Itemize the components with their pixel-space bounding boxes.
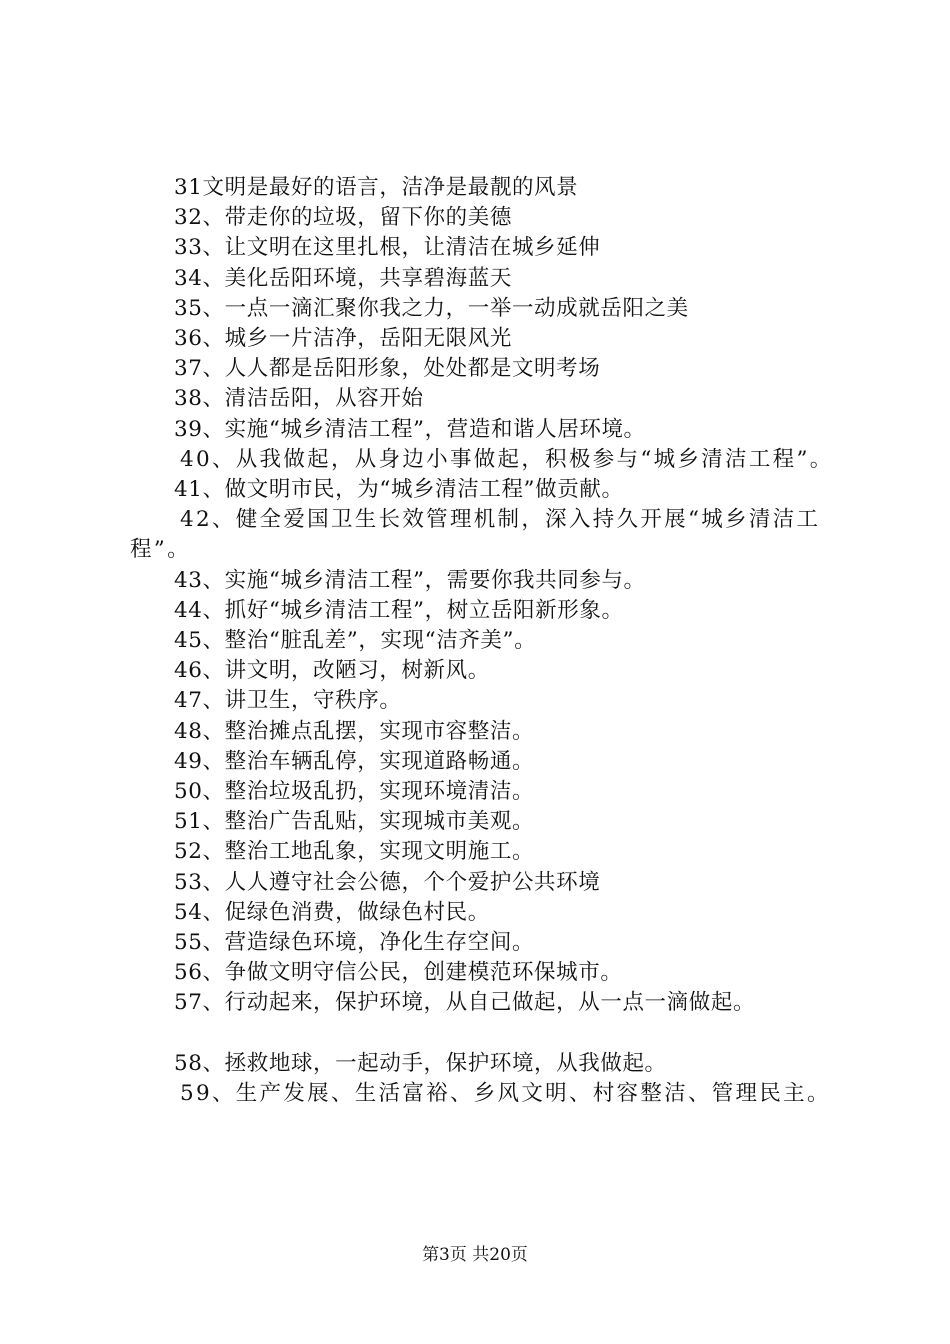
list-item: 54、促绿色消费，做绿色村民。	[174, 899, 490, 925]
page-number-footer: 第3页 共20页	[422, 1245, 528, 1265]
paragraph-gap	[130, 1019, 845, 1049]
list-item: 58、拯救地球，一起动手，保护环境，从我做起。	[174, 1050, 667, 1076]
list-item: 49、整治车辆乱停，实现道路畅通。	[174, 748, 535, 774]
list-item: 44、抓好“城乡清洁工程”，树立岳阳新形象。	[174, 597, 624, 623]
list-item: 34、美化岳阳环境，共享碧海蓝天	[174, 265, 512, 291]
slogan-list	[130, 173, 845, 1109]
list-item: 33、让文明在这里扎根，让清洁在城乡延伸	[174, 235, 601, 261]
list-item: 37、人人都是岳阳形象，处处都是文明考场	[174, 356, 601, 382]
list-item: 36、城乡一片洁净，岳阳无限风光	[174, 326, 512, 352]
list-item: 45、整治“脏乱差”，实现“洁齐美”。	[174, 628, 537, 654]
list-item: 48、整治摊点乱摆，实现市容整洁。	[174, 718, 535, 744]
list-item: 40、从我做起，从身边小事做起，积极参与“城乡清洁工程”。	[180, 446, 834, 472]
list-item: 50、整治垃圾乱扔，实现环境清洁。	[174, 779, 535, 805]
list-item: 38、清洁岳阳，从容开始	[174, 386, 424, 412]
list-item: 47、讲卫生，守秩序。	[174, 688, 402, 714]
list-item: 42、健全爱国卫生长效管理机制，深入持久开展“城乡清洁工程”。	[130, 507, 821, 563]
list-item: 59、生产发展、生活富裕、乡风文明、村容整洁、管理民主。	[180, 1080, 831, 1106]
list-item: 56、争做文明守信公民，创建模范环保城市。	[174, 960, 623, 986]
list-item: 31文明是最好的语言，洁净是最靓的风景	[174, 175, 579, 200]
list-item: 55、营造绿色环境，净化生存空间。	[174, 930, 535, 956]
list-item: 41、做文明市民，为“城乡清洁工程”做贡献。	[174, 477, 624, 503]
list-item: 35、一点一滴汇聚你我之力，一举一动成就岳阳之美	[174, 295, 689, 321]
list-item: 32、带走你的垃圾，留下你的美德	[174, 205, 512, 231]
list-item: 57、行动起来，保护环境，从自己做起，从一点一滴做起。	[174, 990, 756, 1016]
list-item: 39、实施“城乡清洁工程”，营造和谐人居环境。	[174, 416, 646, 442]
list-item: 51、整治广告乱贴，实现城市美观。	[174, 809, 535, 835]
list-item: 46、讲文明，改陋习，树新风。	[174, 658, 490, 684]
list-item: 53、人人遵守社会公德，个个爱护公共环境	[174, 869, 601, 895]
list-item: 52、整治工地乱象，实现文明施工。	[174, 839, 535, 865]
list-item: 43、实施“城乡清洁工程”，需要你我共同参与。	[174, 567, 646, 593]
